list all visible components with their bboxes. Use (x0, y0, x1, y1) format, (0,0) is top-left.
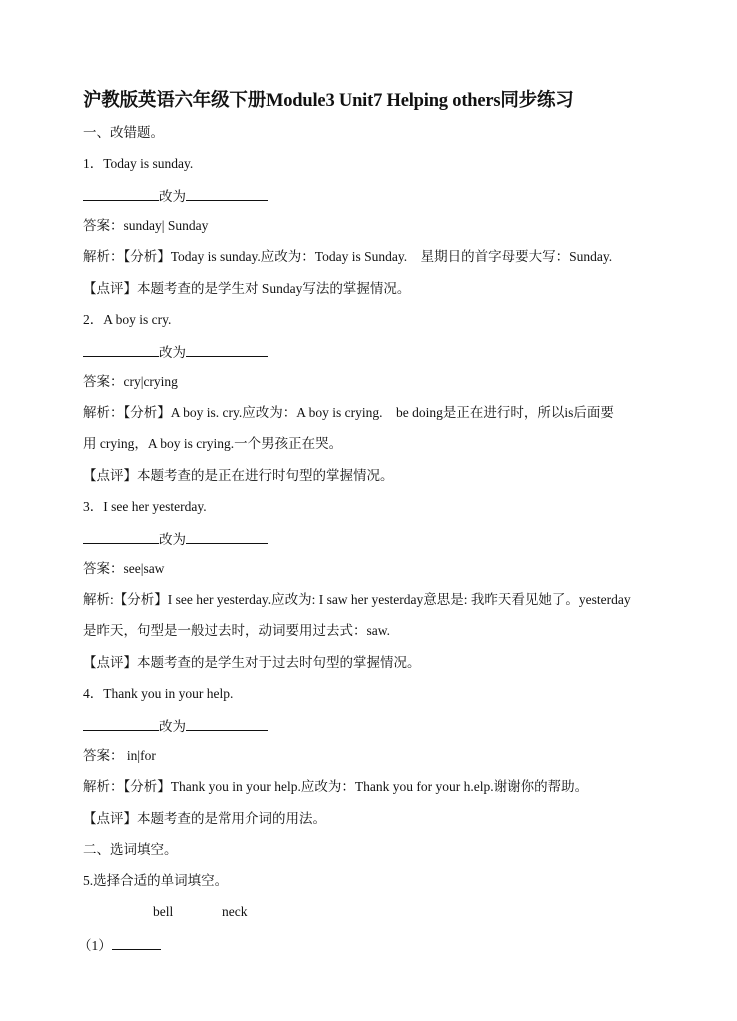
question-3-comment: 【点评】本题考查的是学生对于过去时句型的掌握情况。 (83, 655, 421, 670)
change-label: 改为 (159, 719, 186, 734)
question-2-comment: 【点评】本题考查的是正在进行时句型的掌握情况。 (83, 468, 394, 483)
sub-question-number: （1） (78, 938, 112, 953)
answer-blank (83, 342, 159, 357)
question-1-correction-line (83, 186, 268, 206)
answer-blank (186, 342, 268, 357)
question-5: 5.选择合适的单词填空。 (83, 873, 229, 888)
section-heading-1: 一、改错题。 (83, 125, 164, 140)
answer-blank (186, 529, 268, 544)
answer-blank (83, 716, 159, 731)
question-3-analysis-line-2: 是昨天，句型是一般过去时，动词要用过去式：saw. (83, 623, 390, 638)
section-heading-2: 二、选词填空。 (83, 842, 178, 857)
change-label: 改为 (159, 532, 186, 547)
change-label: 改为 (159, 189, 186, 204)
answer-blank (112, 935, 161, 950)
question-1: 1．Today is sunday. (83, 156, 194, 171)
change-label: 改为 (159, 345, 186, 360)
question-4: 4．Thank you in your help. (83, 686, 234, 701)
question-2: 2．A boy is cry. (83, 312, 172, 327)
answer-blank (186, 186, 268, 201)
question-4-correction-line (83, 716, 268, 736)
question-4-comment: 【点评】本题考查的是常用介词的用法。 (83, 811, 326, 826)
question-2-analysis-line-2: 用 crying，A boy is crying.一个男孩正在哭。 (83, 436, 343, 451)
question-5-sub-1 (78, 935, 161, 955)
question-2-analysis-line-1: 解析：【分析】A boy is. cry.应改为：A boy is crying. be doing是正在进行时，所以is后面要 (83, 405, 614, 420)
question-3-answer: 答案：see|saw (83, 561, 165, 576)
question-3: 3．I see her yesterday. (83, 499, 207, 514)
answer-blank (83, 186, 159, 201)
question-1-comment: 【点评】本题考查的是学生对 Sunday写法的掌握情况。 (83, 281, 411, 296)
question-4-analysis: 解析：【分析】Thank you in your help.应改为：Thank you for your h.elp.谢谢你的帮助。 (83, 779, 589, 794)
answer-blank (186, 716, 268, 731)
question-3-correction-line (83, 529, 268, 549)
answer-blank (83, 529, 159, 544)
question-2-answer: 答案：cry|crying (83, 374, 178, 389)
word-bank-item: bell (153, 904, 174, 919)
word-bank-item: neck (222, 904, 248, 919)
question-1-analysis: 解析：【分析】Today is sunday.应改为：Today is Sunday. 星期日的首字母要大写：Sunday. (83, 249, 613, 264)
question-3-analysis-line-1: 解析:【分析】I see her yesterday.应改为: I saw her yesterday意思是: 我昨天看见她了。yesterday (83, 592, 631, 607)
question-4-answer: 答案： in|for (83, 748, 156, 763)
page-title: 沪教版英语六年级下册Module3 Unit7 Helping others同步练习 (83, 91, 574, 111)
question-2-correction-line (83, 342, 268, 362)
question-1-answer: 答案：sunday| Sunday (83, 218, 209, 233)
